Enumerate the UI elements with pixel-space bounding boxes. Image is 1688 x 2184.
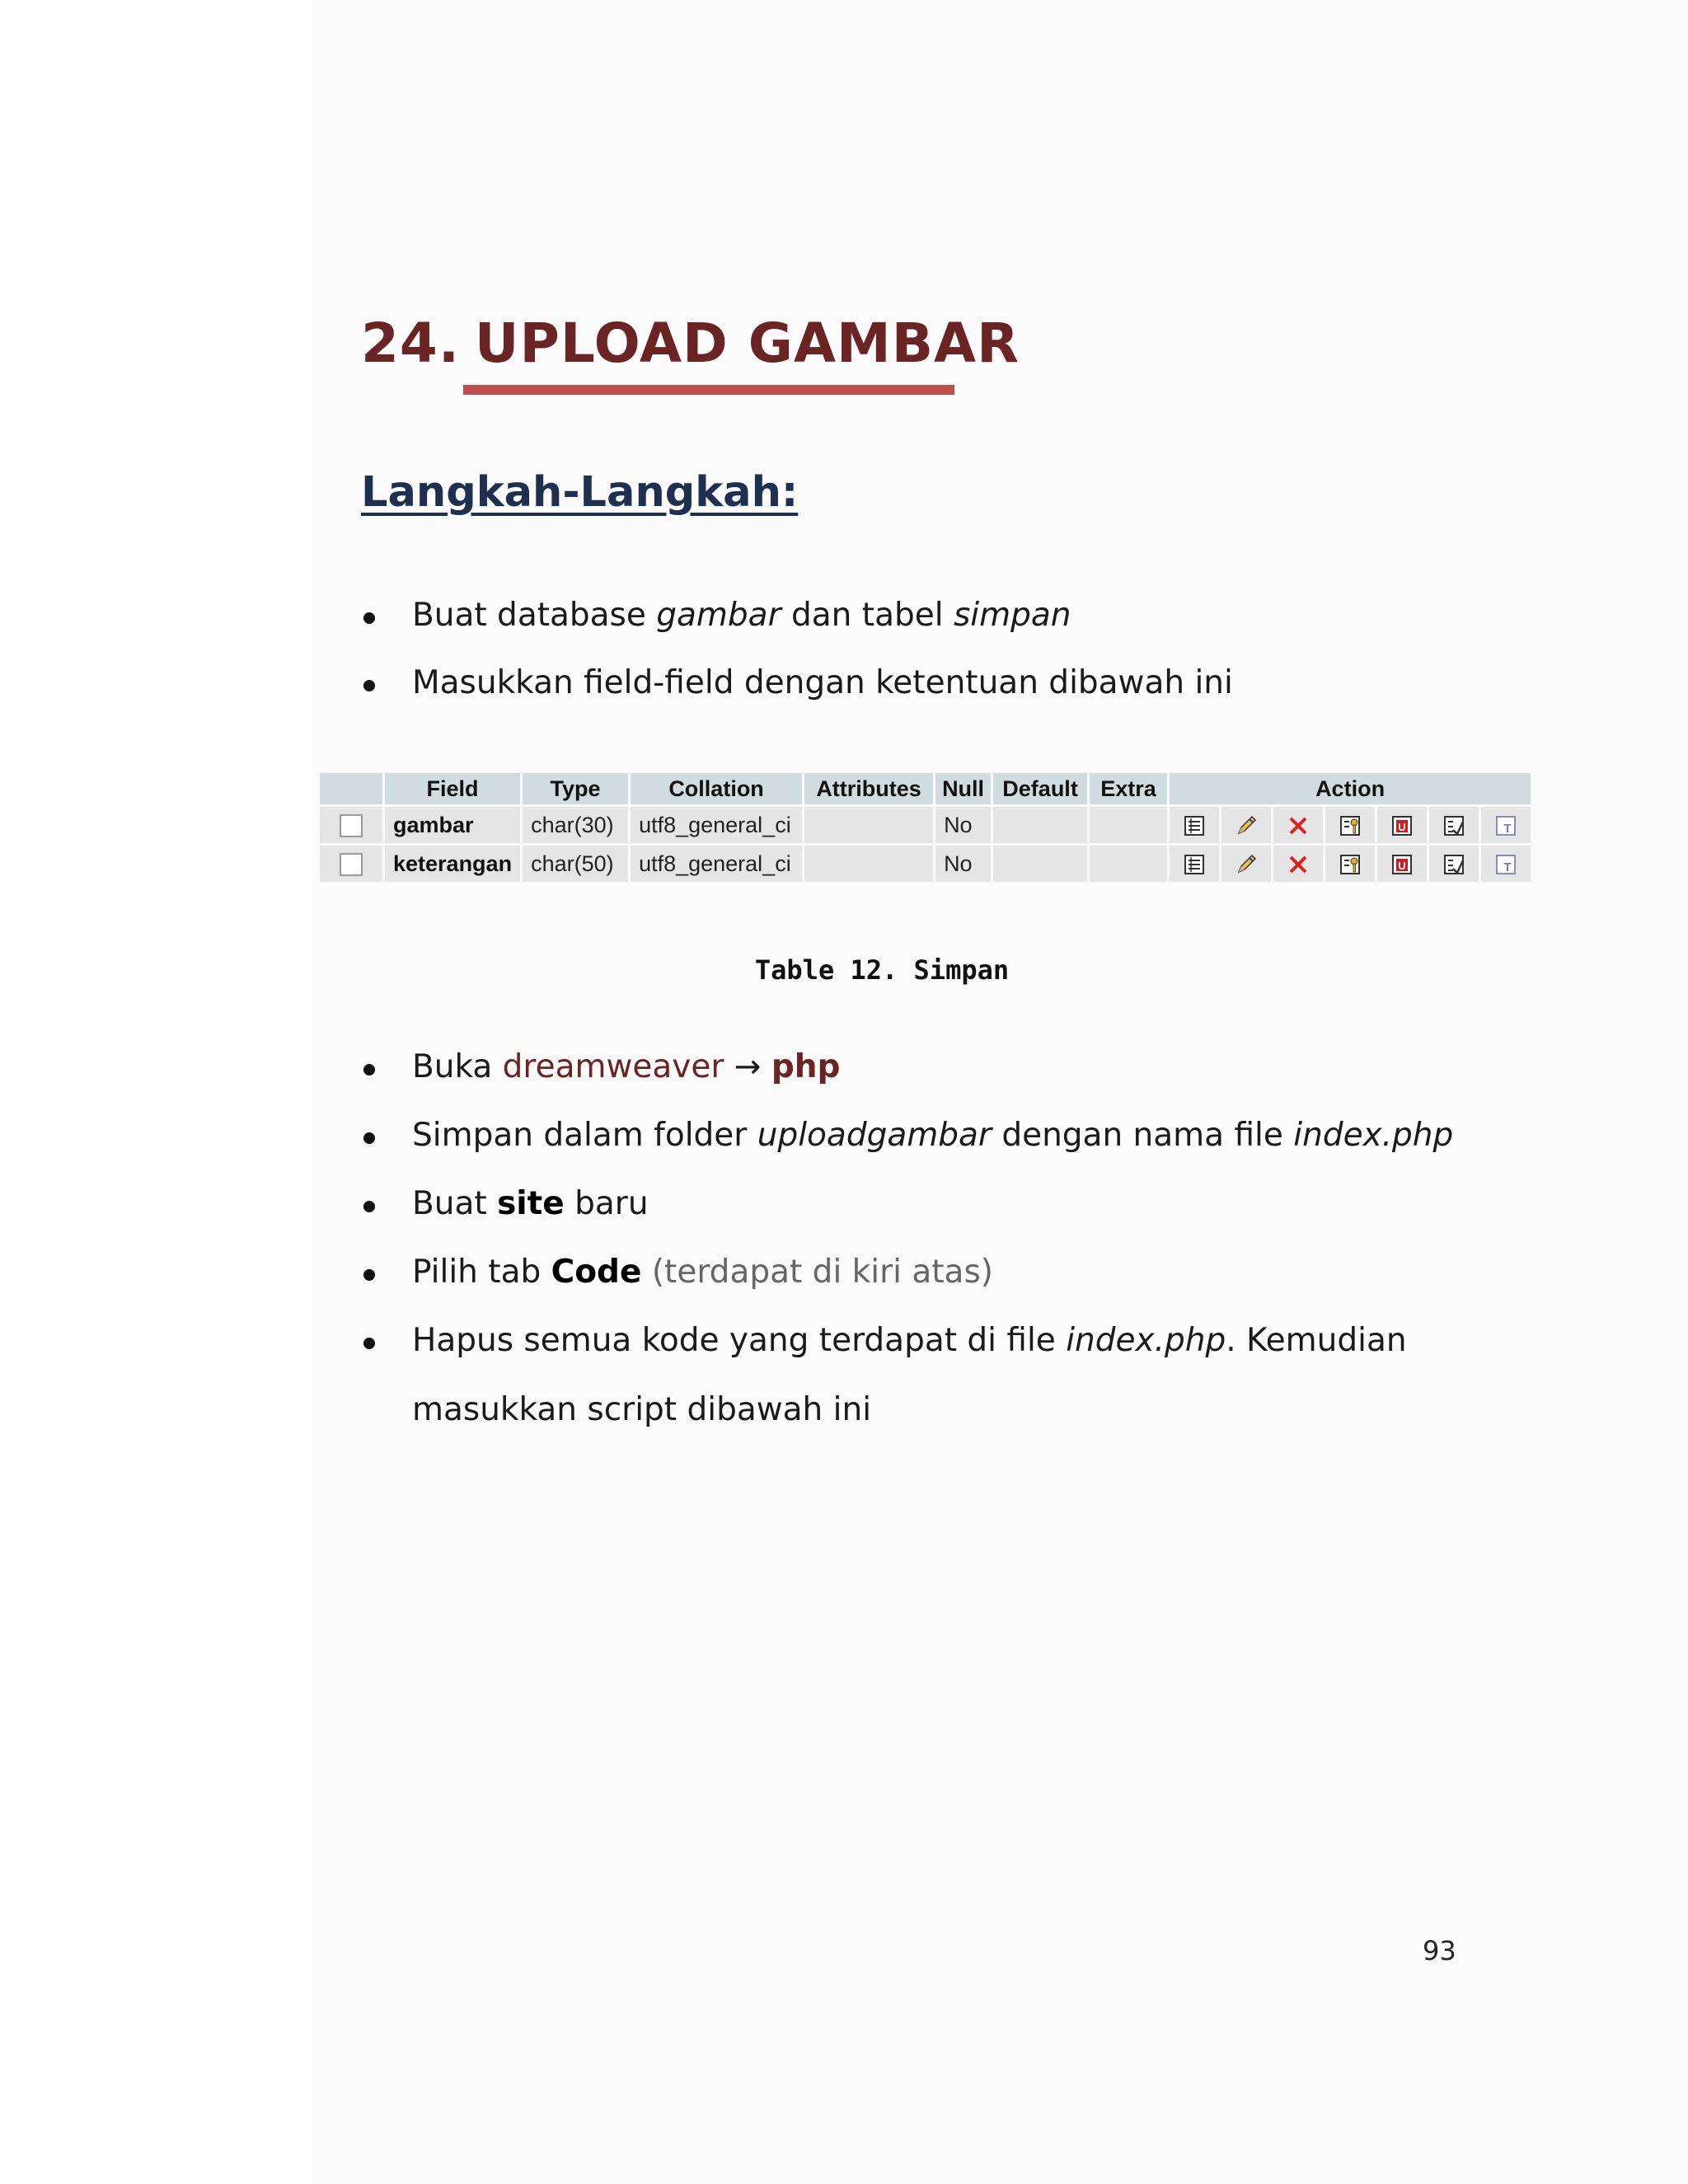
database-name: gambar (656, 597, 781, 634)
text: Buat (412, 1185, 498, 1222)
field-null: No (935, 807, 991, 843)
index-icon[interactable] (1429, 846, 1479, 882)
bold-term: site (497, 1185, 565, 1222)
bullet-icon (363, 1269, 375, 1281)
text: baru (564, 1185, 649, 1222)
checkbox[interactable] (340, 814, 363, 837)
folder-name: uploadgambar (757, 1117, 992, 1154)
bold-term: Code (551, 1254, 642, 1291)
field-null: No (935, 846, 991, 882)
svg-text:T: T (1503, 860, 1512, 874)
page-number: 93 (1423, 1935, 1456, 1966)
menu-item-php: php (771, 1048, 841, 1085)
table-row (320, 807, 1531, 843)
header-checkbox-col (320, 773, 382, 804)
text: Simpan dalam folder (412, 1117, 757, 1154)
row-select[interactable] (320, 807, 382, 843)
fulltext-icon[interactable] (1481, 846, 1531, 882)
header-action: Action (1170, 773, 1531, 804)
section-heading: Langkah-Langkah: (361, 468, 799, 517)
bullet-icon (363, 1064, 375, 1076)
table-header-row (320, 773, 1531, 804)
row-select[interactable] (320, 846, 382, 882)
header-attributes: Attributes (804, 773, 933, 804)
svg-text:U: U (1398, 859, 1406, 872)
text: Buka (412, 1048, 503, 1085)
bullet-icon (363, 612, 375, 624)
svg-text:U: U (1398, 820, 1406, 833)
primary-key-icon[interactable] (1325, 846, 1375, 882)
text: Masukkan field-field dengan ketentuan dibawah ini (412, 664, 1233, 701)
field-collation: utf8_general_ci (631, 807, 802, 843)
bullet-icon (363, 1338, 375, 1349)
header-null: Null (935, 773, 991, 804)
edit-icon[interactable] (1221, 807, 1271, 843)
bullet-icon (363, 1132, 375, 1144)
field-attributes (804, 807, 933, 843)
table-row (320, 846, 1531, 882)
table-name: simpan (953, 597, 1071, 634)
checkbox[interactable] (340, 853, 363, 876)
bullet-icon (363, 680, 375, 691)
browse-icon[interactable] (1170, 846, 1219, 882)
text: dengan nama file (991, 1117, 1294, 1154)
structure-table (317, 771, 1533, 884)
bullet-icon (363, 1201, 375, 1212)
arrow-text: → (724, 1048, 771, 1085)
chapter-number: 24. (361, 312, 460, 375)
text: Pilih tab (412, 1254, 551, 1291)
chapter-title (361, 312, 1020, 375)
header-extra: Extra (1090, 773, 1167, 804)
field-type: char(30) (523, 807, 628, 843)
title-underline (463, 385, 954, 395)
drop-icon[interactable] (1273, 807, 1323, 843)
chapter-name: UPLOAD GAMBAR (474, 312, 1020, 375)
index-icon[interactable] (1429, 807, 1479, 843)
field-extra (1090, 846, 1167, 882)
edit-icon[interactable] (1221, 846, 1271, 882)
field-attributes (804, 846, 933, 882)
text: . Kemudian (1226, 1322, 1407, 1359)
field-default (993, 807, 1087, 843)
header-collation: Collation (631, 773, 802, 804)
unique-icon[interactable] (1377, 846, 1427, 882)
header-field: Field (385, 773, 520, 804)
text: Hapus semua kode yang terdapat di file (412, 1322, 1067, 1359)
field-collation: utf8_general_ci (631, 846, 802, 882)
field-extra (1090, 807, 1167, 843)
app-name: dreamweaver (502, 1048, 724, 1085)
field-default (993, 846, 1087, 882)
header-type: Type (523, 773, 628, 804)
text: Buat database (412, 597, 657, 634)
svg-text:T: T (1503, 821, 1512, 836)
fulltext-icon[interactable] (1481, 807, 1531, 843)
text: masukkan script dibawah ini (412, 1391, 872, 1428)
field-name: gambar (385, 807, 520, 843)
drop-icon[interactable] (1273, 846, 1323, 882)
unique-icon[interactable] (1377, 807, 1427, 843)
file-name: index.php (1066, 1322, 1226, 1359)
browse-icon[interactable] (1170, 807, 1219, 843)
header-default: Default (993, 773, 1087, 804)
file-name: index.php (1293, 1117, 1454, 1154)
field-type: char(50) (523, 846, 628, 882)
hint-text: (terdapat di kiri atas) (641, 1254, 993, 1291)
primary-key-icon[interactable] (1325, 807, 1375, 843)
text: dan tabel (781, 597, 954, 634)
field-name: keterangan (385, 846, 520, 882)
table-caption: Table 12. Simpan (754, 954, 1010, 986)
